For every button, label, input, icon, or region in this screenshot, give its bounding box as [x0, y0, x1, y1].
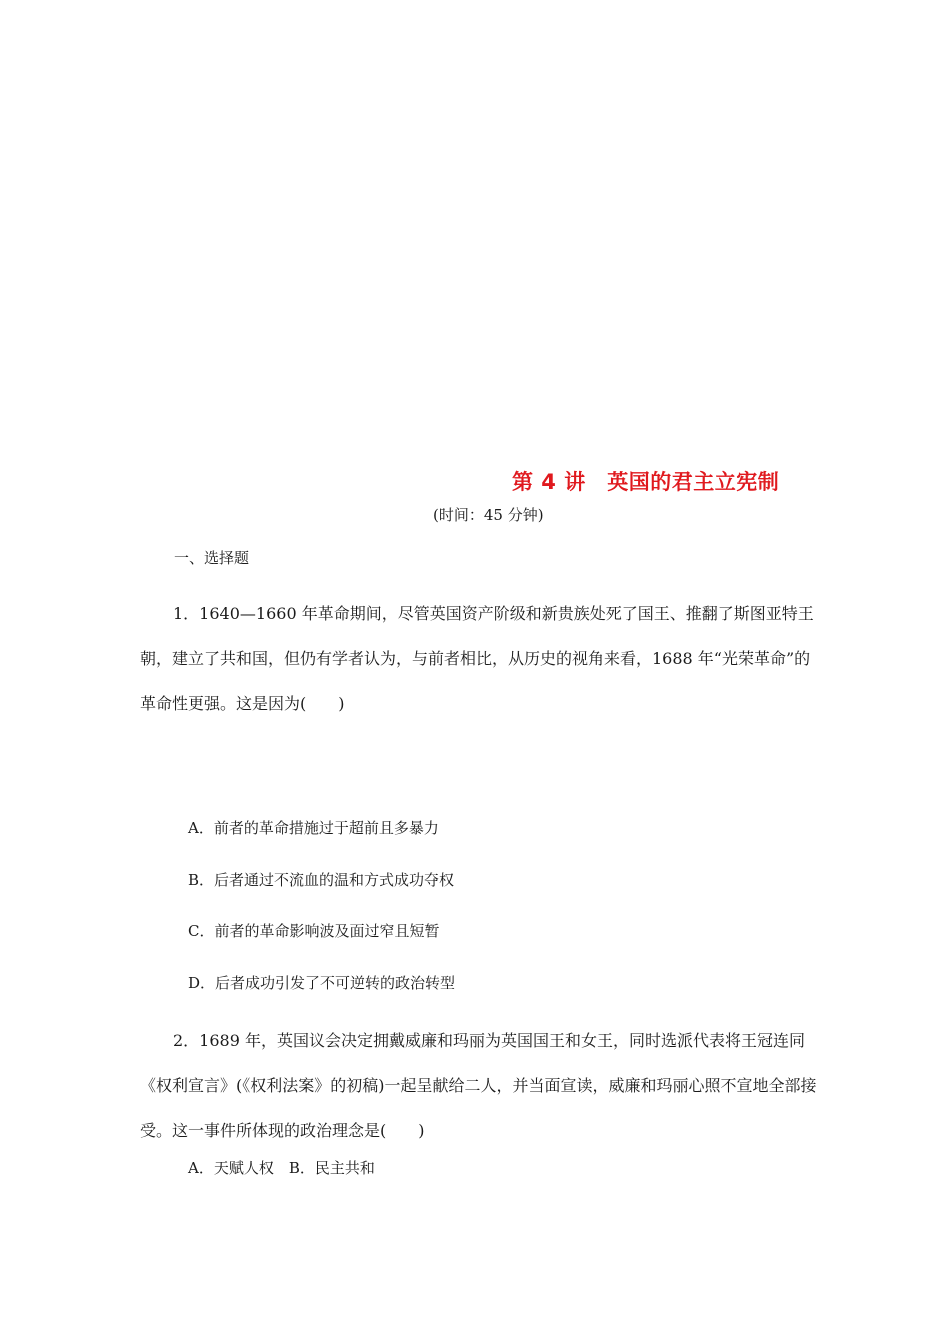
- time-limit-note: (时间：45 分钟): [433, 506, 544, 524]
- question-1-stem: 1．1640—1660 年革命期间，尽管英国资产阶级和新贵族处死了国王、推翻了斯图亚特王朝，建立了共和国，但仍有学者认为，与前者相比，从历史的视角来看，1688 年“光荣革命”的革命性更强。这是因为( ): [140, 604, 814, 713]
- question-2-options-a-b: A．天赋人权 B．民主共和: [188, 1159, 375, 1177]
- question-2-stem: 2．1689 年，英国议会决定拥戴威廉和玛丽为英国国王和女王，同时选派代表将王冠连同《权利宣言》(《权利法案》的初稿)一起呈献给二人，并当面宣读，威廉和玛丽心照不宣地全部接受。这一事件所体现的政治理念是( ): [140, 1031, 817, 1140]
- question-1-option-b: B．后者通过不流血的温和方式成功夺权: [188, 871, 455, 889]
- question-1-option-d: D．后者成功引发了不可逆转的政治转型: [188, 974, 456, 992]
- question-1-option-a: A．前者的革命措施过于超前且多暴力: [188, 819, 439, 837]
- lesson-title: 第 4 讲 英国的君主立宪制: [512, 470, 780, 494]
- section-heading: 一、选择题: [174, 549, 250, 567]
- question-1-option-c: C．前者的革命影响波及面过窄且短暂: [188, 922, 440, 940]
